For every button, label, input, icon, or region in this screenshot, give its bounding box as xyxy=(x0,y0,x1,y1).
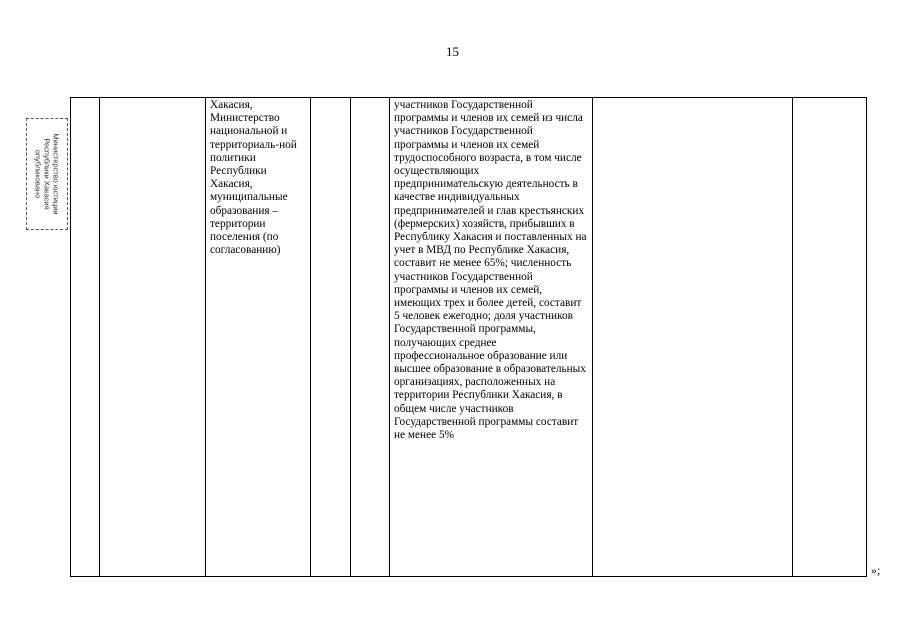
stamp-line: Республики Хакасия xyxy=(42,138,52,210)
stamp-line: Министерство юстиции xyxy=(51,133,61,215)
registration-stamp xyxy=(26,118,68,230)
closing-quote-mark: »; xyxy=(871,563,881,577)
table-cell-result: участников Государственной программы и членов их семей из числа участников Государственной программы и членов их семей трудоспособного возраста, в том числе осуществляющих предпринимательскую деятельность в качестве индивидуальных предпринимателей и глав крестьянских (фермерских) хозяйств, прибывших в Республику Хакасия и поставленных на учет в МВД по Республике Хакасия, составит не менее 65%; численность участников Государственной программы и членов их семей, имеющих трех и более детей, составит 5 человек ежегодно; доля участников Государственной программы, получающих среднее профессиональное образование или высшее образование в образовательных организациях, расположенных на территории Республики Хакасия, в общем числе участников Государственной программы составит не менее 5% xyxy=(390,98,593,577)
table-cell-start xyxy=(311,98,351,577)
page-number: 15 xyxy=(446,44,459,59)
table-cell-last xyxy=(793,98,867,577)
table-cell-responsible: Хакасия, Министерство национальной и территориаль-ной политики Республики Хакасия, муниципальные образования – территории поселения (по согласованию) xyxy=(206,98,311,577)
stamp-text xyxy=(34,120,61,228)
program-table xyxy=(70,97,867,577)
table-cell-end xyxy=(351,98,390,577)
table-cell-index xyxy=(71,98,100,577)
table-cell-empty xyxy=(593,98,793,577)
stamp-line: опубликовано xyxy=(33,149,43,199)
table-row xyxy=(71,98,867,577)
table-cell-measure xyxy=(100,98,206,577)
